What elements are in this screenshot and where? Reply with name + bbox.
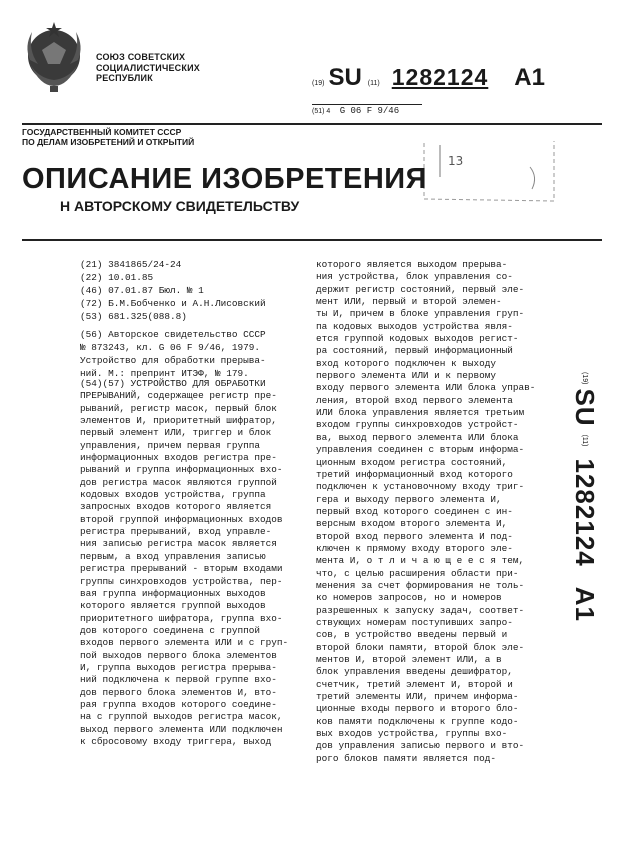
- text-line: второй группой информационных входов: [80, 513, 283, 525]
- text-line: третий информационный вход которого: [316, 468, 513, 480]
- text-line: которого является группой выходов: [80, 600, 266, 612]
- top-divider: [22, 123, 602, 125]
- committee-name: [22, 127, 194, 147]
- side-kind-code: A1: [570, 586, 600, 622]
- text-line: ты И, причем в блоке управления груп-: [316, 308, 525, 320]
- text-line: первым, а вход управления записью: [80, 550, 266, 562]
- patent-number-block: [312, 64, 612, 94]
- text-line: рываний и группа информационных вхо-: [80, 464, 283, 476]
- text-line: ко номеров запросов, но и номеров: [316, 592, 502, 604]
- side-country-code: SU: [570, 388, 600, 427]
- number-code-label: (11): [367, 80, 380, 87]
- biblio-line: Устройство для обработки прерыва-: [80, 355, 266, 366]
- text-line: па кодовых выходов устройства явля-: [316, 320, 513, 332]
- text-line: пой выходов первого блока элементов: [80, 649, 277, 661]
- text-line: к сбросовому входу триггера, выход: [80, 735, 272, 747]
- text-line: первого элемента ИЛИ и к первому: [316, 370, 497, 382]
- text-line: ний подключена к первой группе вхо-: [80, 674, 277, 686]
- ipc-code: G 06 F 9/46: [339, 106, 400, 116]
- text-line: ционные входы первого и второго бло-: [316, 703, 519, 715]
- country-code-label: (19): [312, 80, 325, 87]
- text-line: управления, причем первая группа: [80, 439, 261, 451]
- text-line: регистра прерываний, вход управле-: [80, 526, 272, 538]
- country-code: SU: [328, 64, 362, 91]
- document-subtitle: Н АВТОРСКОМУ СВИДЕТЕЛЬСТВУ: [60, 198, 300, 214]
- text-line: (54)(57) УСТРОЙСТВО ДЛЯ ОБРАБОТКИ: [80, 378, 266, 389]
- text-line: мент ИЛИ, первый и второй элемен-: [316, 296, 502, 308]
- text-line: первый вход которого соединен с ин-: [316, 505, 513, 517]
- text-line: ментов И, второй элемент ИЛИ, а в: [316, 654, 502, 665]
- text-line: ления, второй вход первого элемента: [316, 394, 513, 406]
- text-line: входом группы синхровходов устройст-: [316, 419, 519, 431]
- biblio-line: (22) 10.01.85: [80, 272, 154, 283]
- org-line: СОЦИАЛИСТИЧЕСКИХ: [96, 62, 200, 73]
- ipc-rule: [312, 104, 422, 105]
- text-line: подключен к установочному входу триг-: [316, 481, 525, 493]
- bibliographic-data: [80, 258, 300, 380]
- state-emblem-icon: [20, 20, 88, 94]
- text-line: управления соединен с вторым информа-: [316, 444, 525, 456]
- text-line: счетчик, третий элемент И, второй и: [316, 678, 513, 690]
- text-line: ется группой кодовых выходов регист-: [316, 333, 519, 345]
- biblio-line: (46) 07.01.87 Бюл. № 1: [80, 285, 204, 296]
- text-line: вых входов устройства, группы вхо-: [316, 728, 508, 740]
- text-line: менения за счет формирования не толь-: [316, 579, 525, 591]
- text-line: версным входом второго элемента И,: [316, 518, 508, 530]
- biblio-line: (53) 681.325(088.8): [80, 311, 187, 322]
- text-line: мента И, о т л и ч а ю щ е е с я тем,: [316, 555, 525, 567]
- stamp-text: 13: [448, 154, 464, 168]
- ipc-label: (51) 4: [312, 108, 331, 115]
- text-line: разрешенных к запуску задач, соответ-: [316, 604, 525, 616]
- biblio-line: ний. М.: препринт ИТЭФ, № 179.: [80, 368, 249, 379]
- text-line: регистра прерываний - вторым входами: [80, 563, 283, 575]
- text-line: дов управления записью первого и вто-: [316, 740, 525, 752]
- text-line: вход которого подключен к выходу: [316, 357, 497, 369]
- text-line: третий элементы ИЛИ, причем информа-: [316, 691, 519, 703]
- text-line: кодовых входов устройства, группа: [80, 489, 266, 501]
- text-line: дов которого соединена с группой: [80, 624, 261, 636]
- side-patent-number-value: 1282124: [570, 458, 600, 567]
- text-line: ИЛИ блока управления является третьим: [316, 407, 525, 419]
- biblio-line: (56) Авторское свидетельство СССР: [80, 329, 266, 340]
- biblio-line: (72) Б.М.Бобченко и А.Н.Лисовский: [80, 298, 266, 309]
- text-line: дов первого блока элементов И, вто-: [80, 686, 277, 698]
- text-line: запросных входов которого является: [80, 501, 272, 513]
- text-line: ва, выход первого элемента ИЛИ блока: [316, 431, 519, 443]
- text-line: вая группа информационных выходов: [80, 587, 266, 599]
- biblio-line: № 873243, кл. G 06 F 9/46, 1979.: [80, 342, 261, 353]
- text-line: элементов И, приоритетный шифратор,: [80, 415, 277, 427]
- text-line: блок управления введены дешифратор,: [316, 666, 513, 678]
- text-line: ния записью регистра масок является: [80, 538, 277, 550]
- text-line: И, группа выходов регистра прерыва-: [80, 661, 277, 673]
- text-line: информационных входов регистра пре-: [80, 452, 277, 464]
- org-line: СОЮЗ СОВЕТСКИХ: [96, 52, 186, 62]
- text-line: что, с целью расширения области при-: [316, 567, 519, 579]
- side-patent-number-text: [569, 372, 600, 622]
- side-number-code-label: (11): [581, 434, 588, 447]
- ipc-classification: [312, 106, 399, 116]
- text-line: сов, в устройство введены первый и: [316, 629, 508, 641]
- kind-code: A1: [514, 64, 545, 91]
- text-line: первый элемент ИЛИ, триггер и блок: [80, 427, 272, 439]
- text-line: рого блоков памяти является под-: [316, 752, 497, 764]
- text-line: приоритетного шифратора, группа вхо-: [80, 612, 283, 624]
- committee-line: ГОСУДАРСТВЕННЫЙ КОМИТЕТ СССР: [22, 127, 182, 137]
- text-line: входу первого элемента ИЛИ блока управ-: [316, 382, 536, 394]
- text-line: группы синхровходов устройства, пер-: [80, 575, 283, 587]
- patent-number: 1282124: [391, 64, 489, 90]
- text-line: выход первого элемента ИЛИ подключен: [80, 723, 283, 735]
- abstract-left-column: [80, 378, 305, 748]
- org-name: [96, 52, 200, 84]
- text-line: ния устройства, блок управления со-: [316, 271, 513, 283]
- text-line: ПРЕРЫВАНИЙ, содержащее регистр пре-: [80, 390, 277, 402]
- text-line: ключен к прямому входу второго эле-: [316, 542, 513, 554]
- library-stamp: [420, 137, 558, 207]
- org-line: РЕСПУБЛИК: [96, 73, 153, 83]
- text-line: ра состояний, первый информационный: [316, 345, 513, 357]
- text-line: рая группа входов которого соедине-: [80, 698, 277, 710]
- text-line: входов первого элемента ИЛИ и с груп-: [80, 637, 289, 649]
- text-line: ков памяти подключены к группе кодо-: [316, 715, 519, 727]
- title-divider: [22, 239, 602, 241]
- text-line: которого является выходом прерыва-: [316, 259, 508, 270]
- side-country-code-label: (19): [581, 372, 588, 385]
- document-title: ОПИСАНИЕ ИЗОБРЕТЕНИЯ: [22, 163, 427, 195]
- text-line: второй блоки памяти, второй блок эле-: [316, 641, 525, 653]
- text-line: второй вход первого элемента И под-: [316, 530, 513, 542]
- text-line: держит регистр состояний, первый эле-: [316, 283, 525, 295]
- text-line: ционным входом регистра состояний,: [316, 456, 508, 468]
- text-line: на с группой выходов регистра масок,: [80, 711, 283, 723]
- text-line: дов регистра масок являются группой: [80, 476, 277, 488]
- text-line: ствующих номерам поступивших запро-: [316, 616, 513, 628]
- abstract-right-column: [316, 259, 546, 765]
- side-patent-number: [552, 372, 600, 692]
- text-line: рываний, регистр масок, первый блок: [80, 402, 277, 414]
- text-line: гера и выходу первого элемента И,: [316, 493, 502, 505]
- committee-line: ПО ДЕЛАМ ИЗОБРЕТЕНИЙ И ОТКРЫТИЙ: [22, 137, 195, 147]
- biblio-line: (21) 3841865/24-24: [80, 259, 182, 270]
